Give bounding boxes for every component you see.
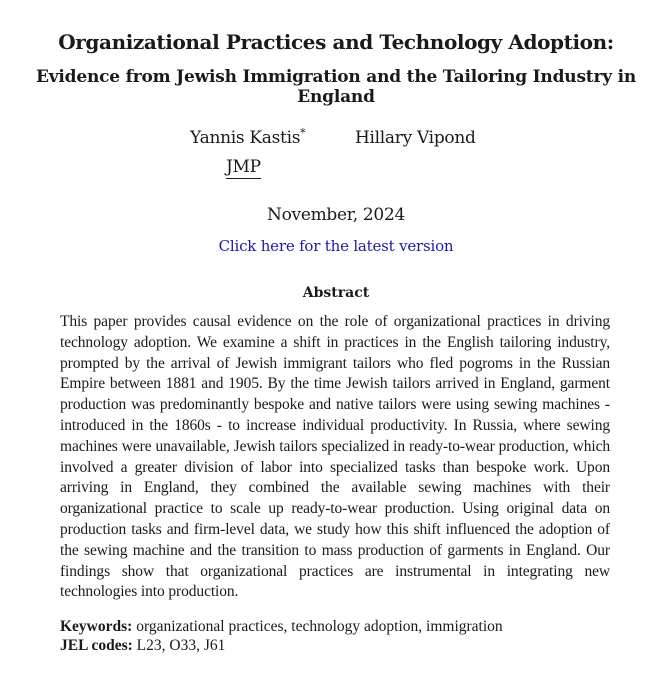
jel-text: L23, O33, J61	[136, 637, 226, 654]
paper-subtitle: Evidence from Jewish Immigration and the Tailoring Industry in England	[35, 67, 637, 107]
jel-line	[60, 636, 620, 655]
author-1	[190, 128, 305, 148]
paper-title: Organizational Practices and Technology Adoption:	[58, 30, 614, 54]
abstract-body: This paper provides causal evidence on the role of organizational practices in driving technology adoption. We examine a shift in practices in the English tailoring industry, prompted by the arrival of Jewish immigrant tailors who fled pogroms in the Russian Empire between 1881 and 1905. By the time Jewish tailors arrived in England, garment production was predominantly bespoke and native tailors were using sewing machines - introduced in the 1860s - to increase individual productivity. In Russia, where sewing machines were unavailable, Jewish tailors specialized in ready-to-wear production, which involved a greater division of labor into specialized tasks than bespoke work. Upon arriving in England, they combined the available sewing machines with their organizational practice to scale up ready-to-wear production. Using original data on production tasks and firm-level data, we study how this shift influenced the adoption of the sewing machine and the transition to mass production of garments in England. Our findings show that organizational practices are instrumental in integrating new technologies into production.	[60, 313, 610, 601]
keywords-line	[60, 617, 620, 636]
latest-version-link[interactable]: Click here for the latest version	[218, 237, 454, 255]
abstract-heading: Abstract	[302, 285, 370, 301]
author-1-footnote-marker[interactable]: *	[300, 126, 306, 140]
author-2-name: Hillary Vipond	[355, 128, 476, 148]
jel-label: JEL codes:	[60, 637, 133, 654]
jmp-link[interactable]: JMP	[226, 157, 261, 177]
keywords-label: Keywords:	[60, 618, 133, 635]
author-2	[355, 128, 476, 148]
keywords-text: organizational practices, technology adoption, immigration	[136, 618, 503, 635]
keywords-block	[60, 617, 620, 655]
author-1-name: Yannis Kastis	[190, 128, 301, 148]
paper-date: November, 2024	[267, 205, 405, 225]
